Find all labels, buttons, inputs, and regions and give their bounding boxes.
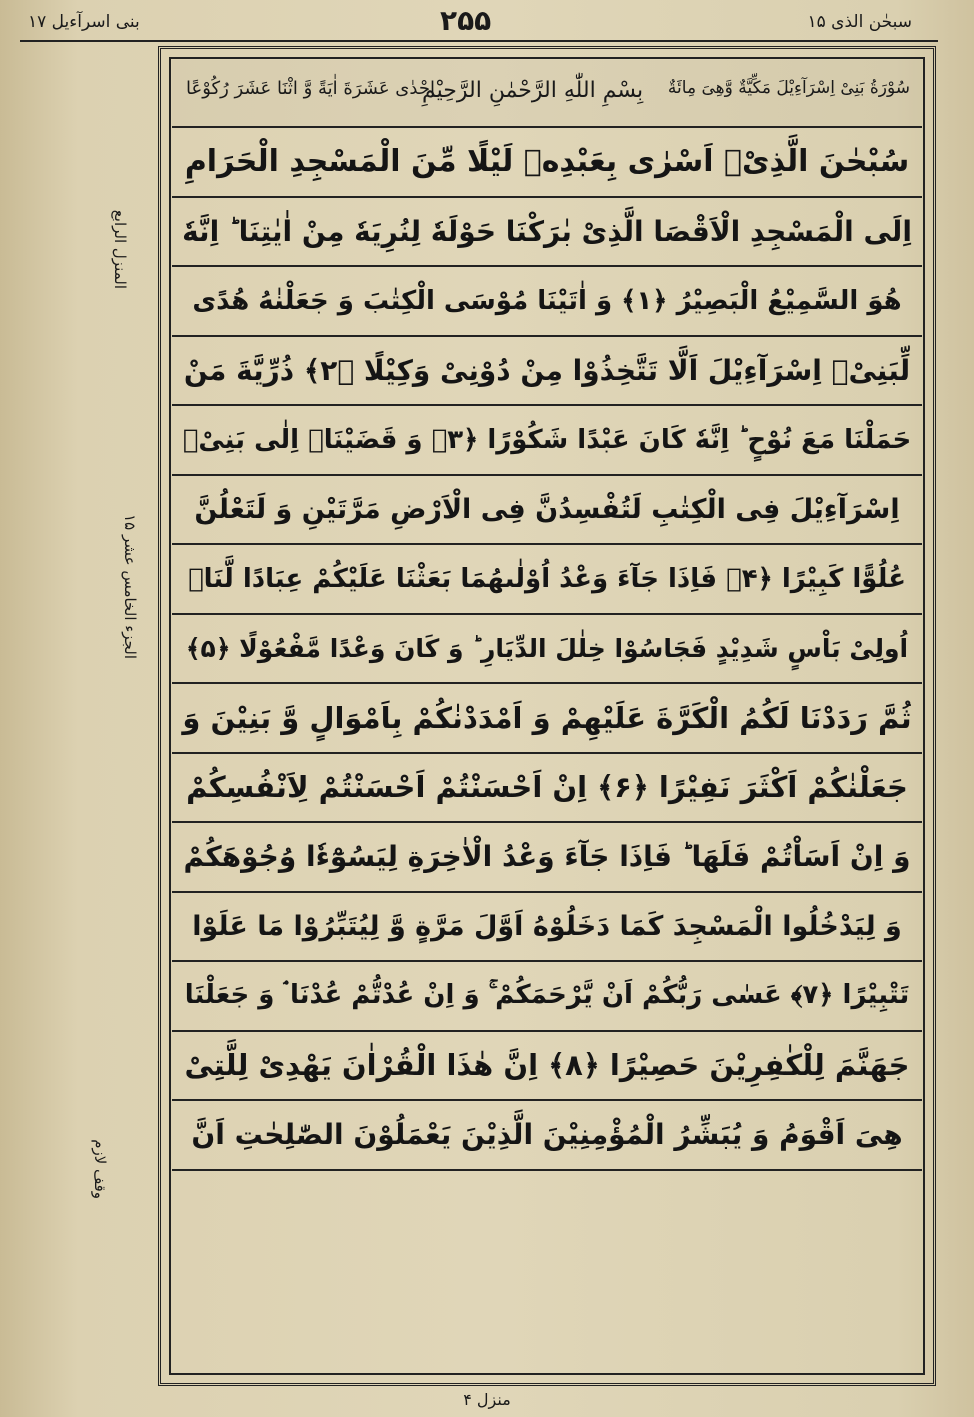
verse-line [172, 684, 922, 754]
surah-info-right: سُوْرَةُ بَنِیْ اِسْرَآءِیْلَ مَكِّیَّةٌ وَّهِیَ مِائَةٌ [667, 78, 910, 98]
verse-line-text: لِّبَنِیْۤ اِسْرَآءِیْلَ اَلَّا تَتَّخِذُوْا مِنْ دُوْنِیْ وَكِیْلًا ﴿۲﴾ ذُرِّیَّةَ مَنْ [183, 353, 911, 387]
verse-line-text: وَ لِیَدْخُلُوا الْمَسْجِدَ كَمَا دَخَلُوْهُ اَوَّلَ مَرَّةٍ وَّ لِیُتَبِّرُوْا مَا عَلَوْا [192, 910, 902, 942]
verse-line [172, 267, 922, 337]
verse-line [172, 545, 922, 615]
verse-line [172, 198, 922, 268]
verse-line-text: ثُمَّ رَدَدْنَا لَكُمُ الْكَرَّةَ عَلَیْهِمْ وَ اَمْدَدْنٰكُمْ بِاَمْوَالٍ وَّ بَنِیْنَ وَ [182, 700, 912, 735]
header-rule [20, 40, 938, 42]
verse-line [172, 893, 922, 963]
verse-line [172, 754, 922, 824]
verse-line-text: اِسْرَآءِیْلَ فِی الْكِتٰبِ لَتُفْسِدُنَّ فِی الْاَرْضِ مَرَّتَیْنِ وَ لَتَعْلُنَّ [194, 493, 900, 525]
verse-line [172, 1032, 922, 1102]
verse-line [172, 337, 922, 407]
margin-waqf-label: وقف لازم [91, 1139, 109, 1199]
margin-manzil-label: المنزل الرابع [111, 209, 129, 289]
verse-line-text: وَ اِنْ اَسَاْتُمْ فَلَهَا ؕ فَاِذَا جَآءَ وَعْدُ الْاٰخِرَةِ لِیَسُوْٓءٗا وُجُوْهَكُمْ [183, 840, 911, 874]
verse-line [172, 406, 922, 476]
verse-line-text: عُلُوًّا كَبِیْرًا ﴿۴﴾ فَاِذَا جَآءَ وَعْدُ اُوْلٰىهُمَا بَعَثْنَا عَلَیْكُمْ عِبَادًا لَّنَاۤ [188, 563, 906, 594]
verse-line-text: تَتْبِیْرًا ﴿۷﴾ عَسٰی رَبُّكُمْ اَنْ یَّرْحَمَكُمْ ۚ وَ اِنْ عُدْتُّمْ عُدْنَا ۘ وَ جَعَلْنَا [184, 980, 910, 1011]
page-number: ۲۵۵ [440, 4, 492, 37]
verse-line [172, 823, 922, 893]
page-header [0, 4, 974, 40]
verse-line-text: هِیَ اَقْوَمُ وَ یُبَشِّرُ الْمُؤْمِنِیْنَ الَّذِیْنَ یَعْمَلُوْنَ الصّٰلِحٰتِ اَنَّ [191, 1118, 903, 1152]
margin-juz-label: الجزء الخامس عشر ۱۵ [121, 514, 139, 659]
verse-line-text: حَمَلْنَا مَعَ نُوْحٍ ؕ اِنَّهٗ كَانَ عَبْدًا شَكُوْرًا ﴿۳﴾ وَ قَضَیْنَاۤ اِلٰی بَنِیْۤ [182, 424, 912, 455]
header-surah-name: بنی اسرآءیل ۱۷ [28, 12, 140, 32]
verse-line-text: هُوَ السَّمِیْعُ الْبَصِیْرُ ﴿۱﴾ وَ اٰتَیْنَا مُوْسَی الْكِتٰبَ وَ جَعَلْنٰهُ هُدًی [192, 285, 902, 316]
verse-line [172, 962, 922, 1032]
verse-line [172, 476, 922, 546]
surah-info-left: اِحْدٰی عَشَرَةَ اٰیَةً وَّ اثْنَا عَشَرَ رُكُوْعًا [186, 78, 435, 99]
verse-lines [172, 128, 922, 1171]
verse-line [172, 1101, 922, 1171]
page-footer-manzil: منزل ۴ [463, 1390, 511, 1409]
verse-line [172, 615, 922, 685]
verse-line-text: جَعَلْنٰكُمْ اَكْثَرَ نَفِیْرًا ﴿۶﴾ اِنْ اَحْسَنْتُمْ اَحْسَنْتُمْ لِاَنْفُسِكُمْ [186, 770, 908, 805]
bismillah: بِسْمِ اللّٰهِ الرَّحْمٰنِ الرَّحِیْمِ [422, 78, 644, 103]
verse-line-text: سُبْحٰنَ الَّذِیْۤ اَسْرٰی بِعَبْدِهٖ لَیْلًا مِّنَ الْمَسْجِدِ الْحَرَامِ [184, 144, 910, 180]
verse-line-text: اُولِیْ بَاْسٍ شَدِیْدٍ فَجَاسُوْا خِلٰلَ الدِّیَارِ ؕ وَ كَانَ وَعْدًا مَّفْعُوْلًا ﴿۵﴾ [185, 633, 909, 663]
verse-line [172, 128, 922, 198]
header-para-name: سبحٰن الذی ۱۵ [807, 12, 912, 32]
verse-line-text: اِلَی الْمَسْجِدِ الْاَقْصَا الَّذِیْ بٰرَكْنَا حَوْلَهٗ لِنُرِیَهٗ مِنْ اٰیٰتِنَا ؕ اِنَّهٗ [182, 214, 912, 248]
surah-header [172, 60, 922, 128]
verse-line-text: جَهَنَّمَ لِلْكٰفِرِیْنَ حَصِیْرًا ﴿۸﴾ اِنَّ هٰذَا الْقُرْاٰنَ یَهْدِیْ لِلَّتِیْ [184, 1048, 910, 1083]
